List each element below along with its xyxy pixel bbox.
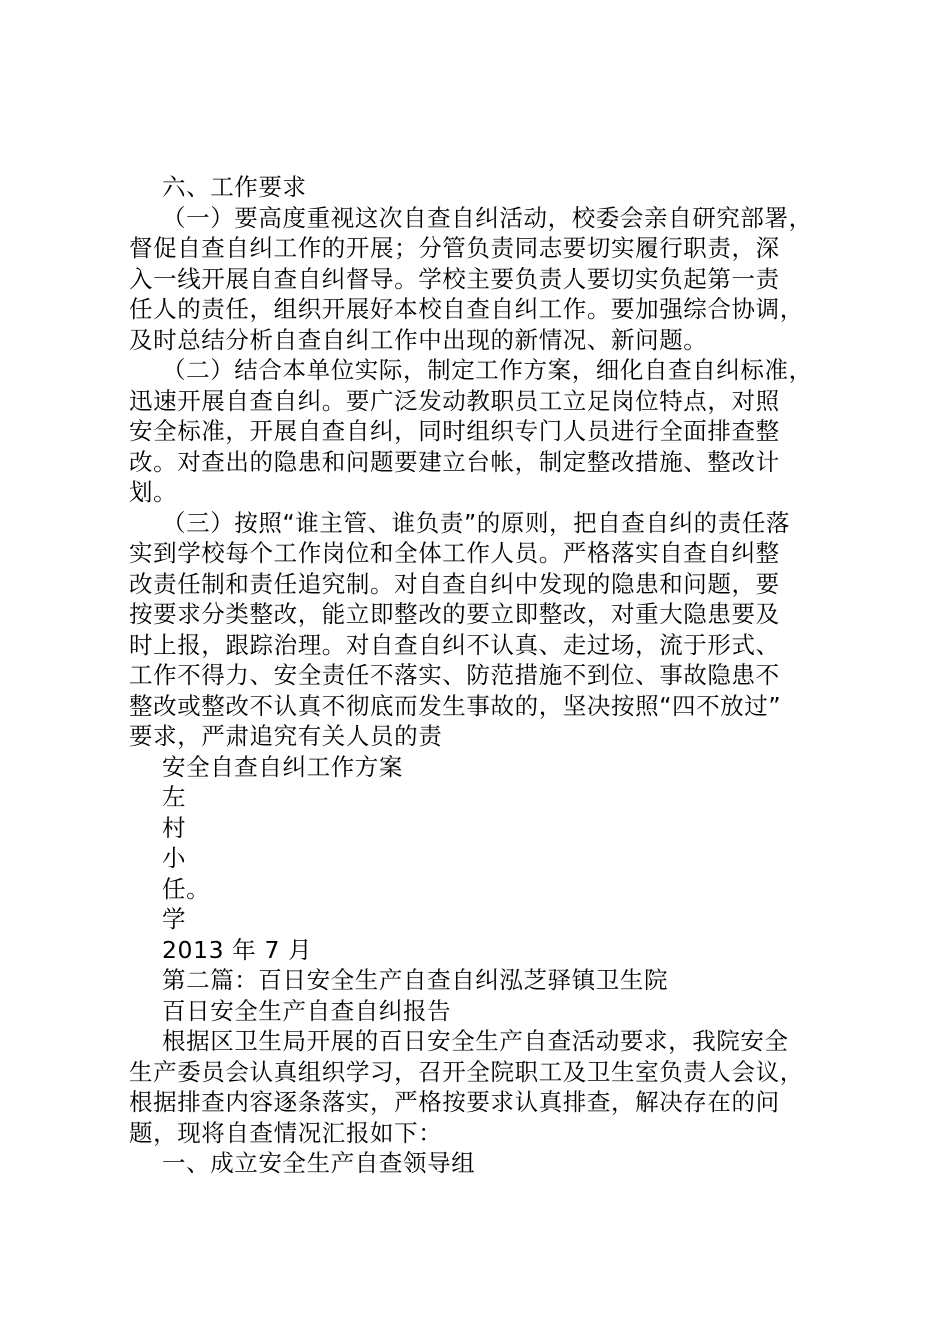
text-line: 要求，严肃追究有关人员的责: [129, 722, 443, 750]
text-line: 学: [162, 905, 187, 933]
text-line: 时上报，跟踪治理。对自查自纠不认真、走过场，流于形式、: [129, 630, 780, 659]
text-line: 根据排查内容逐条落实，严格按要求认真排查，解决存在的问: [129, 1088, 780, 1116]
text-line: 督促自查自纠工作的开展；分管负责同志要切实履行职责，深: [129, 234, 780, 262]
text-line: 按要求分类整改，能立即整改的要立即整改，对重大隐患要及: [129, 600, 780, 628]
text-line: 安全自查自纠工作方案: [162, 752, 403, 781]
document-body: [129, 172, 849, 1179]
text-line: 划。: [129, 478, 178, 506]
text-line: 村: [162, 813, 187, 842]
text-line: 迅速开展自查自纠。要广泛发动教职员工立足岗位特点，对照: [129, 386, 780, 415]
text-line: 2013 年 7 月: [162, 935, 313, 964]
text-line: 一、成立安全生产自查领导组: [162, 1149, 476, 1177]
text-line: （三）按照“谁主管、谁负责”的原则，把自查自纠的责任落: [162, 508, 791, 537]
text-line: （二）结合本单位实际，制定工作方案，细化自查自纠标准，: [162, 356, 813, 384]
text-line: 题，现将自查情况汇报如下：: [129, 1118, 443, 1147]
text-line: 实到学校每个工作岗位和全体工作人员。严格落实自查自纠整: [129, 539, 780, 567]
text-line: 第二篇：百日安全生产自查自纠泓芝驿镇卫生院: [162, 966, 669, 994]
text-line: 六、工作要求: [162, 173, 307, 201]
text-line: 安全标准，开展自查自纠，同时组织专门人员进行全面排查整: [129, 417, 780, 445]
text-line: 改。对查出的隐患和问题要建立台帐，制定整改措施、整改计: [129, 447, 780, 476]
text-line: 任。: [162, 874, 211, 903]
text-line: 小: [162, 844, 187, 872]
text-line: 入一线开展自查自纠督导。学校主要负责人要切实负起第一责: [129, 264, 780, 293]
text-line: （一）要高度重视这次自查自纠活动，校委会亲自研究部署，: [162, 203, 813, 232]
text-line: 生产委员会认真组织学习，召开全院职工及卫生室负责人会议，: [129, 1057, 804, 1086]
text-line: 及时总结分析自查自纠工作中出现的新情况、新问题。: [129, 325, 708, 354]
text-line: 左: [162, 783, 187, 811]
text-line: 根据区卫生局开展的百日安全生产自查活动要求，我院安全: [162, 1027, 789, 1055]
text-line: 百日安全生产自查自纠报告: [162, 996, 452, 1025]
text-line: 任人的责任，组织开展好本校自查自纠工作。要加强综合协调，: [129, 295, 804, 323]
text-line: 整改或整改不认真不彻底而发生事故的，坚决按照“四不放过”: [129, 691, 782, 720]
text-line: 工作不得力、安全责任不落实、防范措施不到位、事故隐患不: [129, 661, 780, 689]
text-line: 改责任制和责任追究制。对自查自纠中发现的隐患和问题，要: [129, 569, 780, 598]
